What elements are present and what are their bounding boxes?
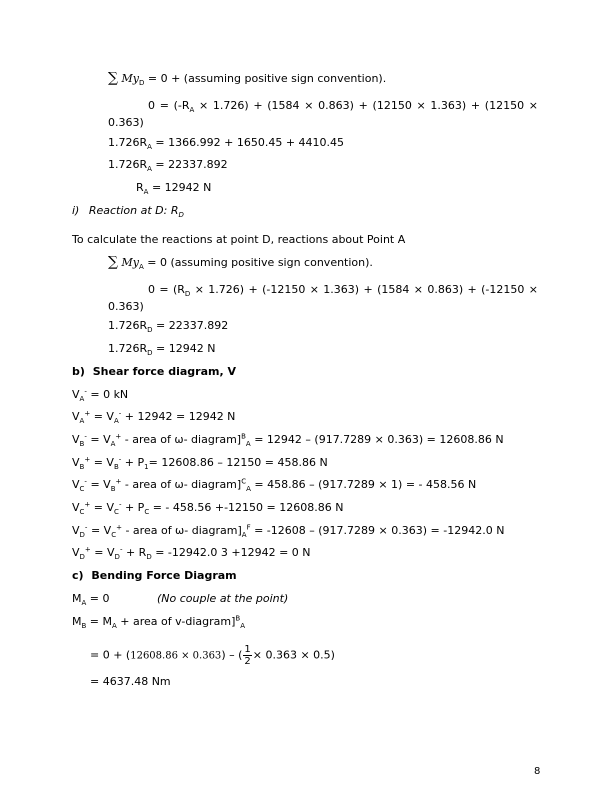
superscript: - <box>84 387 87 396</box>
subscript: A <box>143 188 149 197</box>
eq-text: + R <box>122 546 147 559</box>
subscript: C <box>79 485 85 494</box>
moment-equation-d <box>108 281 538 315</box>
shear-line-4 <box>72 456 328 470</box>
eq-text: × 1.726) + (1584 × 0.863) + (12150 × 1.363) + (12150 × <box>194 99 538 112</box>
shear-line-7 <box>72 524 504 538</box>
eq-text: V <box>72 546 80 559</box>
eq-serif: 12608.86 × 0.363 <box>130 650 222 662</box>
eq-text: R <box>136 181 144 194</box>
eq-text: V <box>72 456 80 469</box>
shear-line-1 <box>72 388 128 402</box>
eq-text: V <box>72 478 80 491</box>
note-text: (No couple at the point) <box>157 592 289 605</box>
moment-sum-d <box>108 71 386 86</box>
superscript: - <box>84 523 88 532</box>
eq-text: 0.363) <box>108 116 144 129</box>
eq-text: 0 = (R <box>148 283 185 296</box>
subscript: A <box>81 599 87 608</box>
ra-result <box>136 181 211 195</box>
subscript: A <box>79 395 85 404</box>
heading-text: Bending Force Diagram <box>91 569 237 582</box>
subscript: B <box>79 463 85 472</box>
fraction-denominator: 2 <box>244 656 251 667</box>
eq-text: 1.726R <box>108 136 148 149</box>
eq-text: + P <box>121 501 145 514</box>
eq-text: V <box>72 410 80 423</box>
eq-text: + P <box>121 456 145 469</box>
superscript: C <box>241 477 247 486</box>
subscript: D <box>147 349 153 358</box>
bending-line-1 <box>72 592 288 606</box>
eq-text: = 22337.892 <box>151 158 228 171</box>
ra-equation-2 <box>108 158 228 172</box>
moment-equation-a <box>108 97 538 131</box>
subscript: A <box>245 440 251 449</box>
eq-text: V <box>72 524 80 537</box>
shear-line-5 <box>72 478 476 492</box>
ra-equation-1 <box>108 136 344 150</box>
subscript: D <box>79 553 85 562</box>
eq-text: M <box>72 592 82 605</box>
subscript: A <box>147 165 152 174</box>
heading-number: i) <box>72 204 80 217</box>
eq-text: = V <box>86 478 111 491</box>
eq-text: = V <box>87 524 112 537</box>
eq-text: = 12942 – (917.7289 × 0.363) = 12608.86 N <box>250 433 504 446</box>
eq-text: V <box>72 433 80 446</box>
eq-text: = 458.86 – (917.7289 × 1) = - 458.56 N <box>250 478 477 491</box>
eq-text: + area of v-diagram] <box>116 615 236 628</box>
superscript: - <box>119 545 123 554</box>
subscript: A <box>147 143 152 152</box>
eq-text: = V <box>86 433 111 446</box>
moment-var: My <box>121 256 139 269</box>
subscript: A <box>241 531 247 540</box>
subscript: D <box>178 211 184 220</box>
fraction <box>243 644 251 667</box>
subscript: A <box>113 417 119 426</box>
superscript: B <box>241 432 246 441</box>
subscript: A <box>189 106 195 115</box>
subscript: B <box>113 463 119 472</box>
eq-text: 1.726R <box>108 319 148 332</box>
eq-text: 0.363) <box>108 300 144 313</box>
eq-text: = 0 (assuming positive sign convention). <box>143 256 373 269</box>
subscript: 1 <box>144 463 149 472</box>
eq-text: 1.726R <box>108 158 148 171</box>
superscript: + <box>84 545 91 554</box>
subscript: D <box>184 290 191 299</box>
eq-text: 1.726R <box>108 342 148 355</box>
subscript: C <box>111 531 117 540</box>
eq-text: = -12608 – (917.7289 × 0.363) = -12942.0 N <box>250 524 505 537</box>
superscript: + <box>84 500 91 509</box>
eq-text: = M <box>86 615 113 628</box>
shear-line-3 <box>72 433 504 447</box>
eq-text: V <box>72 388 80 401</box>
eq-text: = 12942 N <box>148 181 212 194</box>
heading-number: c) <box>72 569 84 582</box>
eq-text: = V <box>90 501 115 514</box>
heading-shear-force <box>72 365 236 379</box>
subscript: A <box>110 440 116 449</box>
superscript: B <box>235 614 241 623</box>
superscript: - <box>118 409 122 418</box>
eq-text: = 0 + ( <box>90 648 131 662</box>
subscript: D <box>138 79 145 88</box>
eq-text: = 0 <box>86 592 110 605</box>
superscript: - <box>84 477 87 486</box>
eq-text: = V <box>90 546 115 559</box>
eq-text: = 12942 N <box>152 342 216 355</box>
eq-text: = 22337.892 <box>152 319 229 332</box>
subscript: D <box>146 553 152 562</box>
heading-text: Shear force diagram, V <box>92 365 236 378</box>
shear-line-2 <box>72 410 235 424</box>
moment-sum-a <box>108 255 373 270</box>
superscript: + <box>84 455 91 464</box>
eq-text: × 1.726) + (-12150 × 1.363) + (1584 × 0.863) + (-12150 × <box>190 283 538 296</box>
superscript: F <box>246 523 251 532</box>
subscript: B <box>110 485 116 494</box>
subscript: C <box>144 508 150 517</box>
eq-text: + 12942 = 12942 N <box>121 410 236 423</box>
eq-text: 0 = (-R <box>148 99 190 112</box>
subscript: D <box>114 553 120 562</box>
subscript: C <box>114 508 119 517</box>
fraction-numerator: 1 <box>244 644 251 655</box>
eq-text: = -12942.0 3 +12942 = 0 N <box>151 546 311 559</box>
subscript: D <box>147 326 153 335</box>
superscript: - <box>118 500 122 509</box>
eq-text: V <box>72 501 80 514</box>
shear-line-8 <box>72 546 311 560</box>
bending-result: = 4637.48 Nm <box>90 675 171 688</box>
superscript: + <box>84 409 91 418</box>
eq-text: - area of ω- diagram] <box>121 478 242 491</box>
bending-line-2 <box>72 615 245 629</box>
superscript: + <box>115 477 122 486</box>
shear-line-6 <box>72 501 343 515</box>
intro-paragraph: To calculate the reactions at point D, reactions about Point A <box>72 233 406 246</box>
subscript: A <box>138 263 144 272</box>
eq-text: = 0 kN <box>86 388 129 401</box>
heading-bending <box>72 569 237 583</box>
subscript: A <box>112 622 117 631</box>
heading-number: b) <box>72 365 85 378</box>
superscript: - <box>118 455 122 464</box>
subscript: C <box>79 508 85 517</box>
subscript: A <box>240 622 245 631</box>
subscript: B <box>81 622 87 631</box>
page-number: 8 <box>534 766 541 777</box>
superscript: + <box>116 523 122 532</box>
eq-text: = V <box>90 410 114 423</box>
moment-var: My <box>121 72 139 85</box>
eq-text: = V <box>90 456 114 469</box>
eq-text: = 1366.992 + 1650.45 + 4410.45 <box>151 136 345 149</box>
subscript: A <box>79 417 85 426</box>
sigma-symbol: ∑ <box>108 70 118 86</box>
heading-text: Reaction at D: R <box>88 204 179 217</box>
eq-text: × 0.363 × 0.5) <box>252 648 335 662</box>
eq-text: ) – ( <box>221 648 243 662</box>
rd-equation-1 <box>108 319 228 333</box>
bending-line-3 <box>90 644 335 667</box>
subscript: B <box>79 440 85 449</box>
subscript: D <box>79 531 85 540</box>
eq-text: M <box>72 615 82 628</box>
eq-text: - area of ω- diagram] <box>121 433 242 446</box>
sigma-symbol: ∑ <box>108 254 118 270</box>
subscript: A <box>246 485 251 494</box>
rd-equation-2 <box>108 342 215 356</box>
eq-text: - area of ω- diagram] <box>121 524 242 537</box>
eq-text: = 12608.86 – 12150 = 458.86 N <box>148 456 328 469</box>
eq-text: = - 458.56 +-12150 = 12608.86 N <box>149 501 344 514</box>
superscript: + <box>115 432 122 441</box>
superscript: - <box>84 432 87 441</box>
heading-reaction-d <box>72 204 184 218</box>
eq-text: = 0 + (assuming positive sign convention). <box>144 72 387 85</box>
